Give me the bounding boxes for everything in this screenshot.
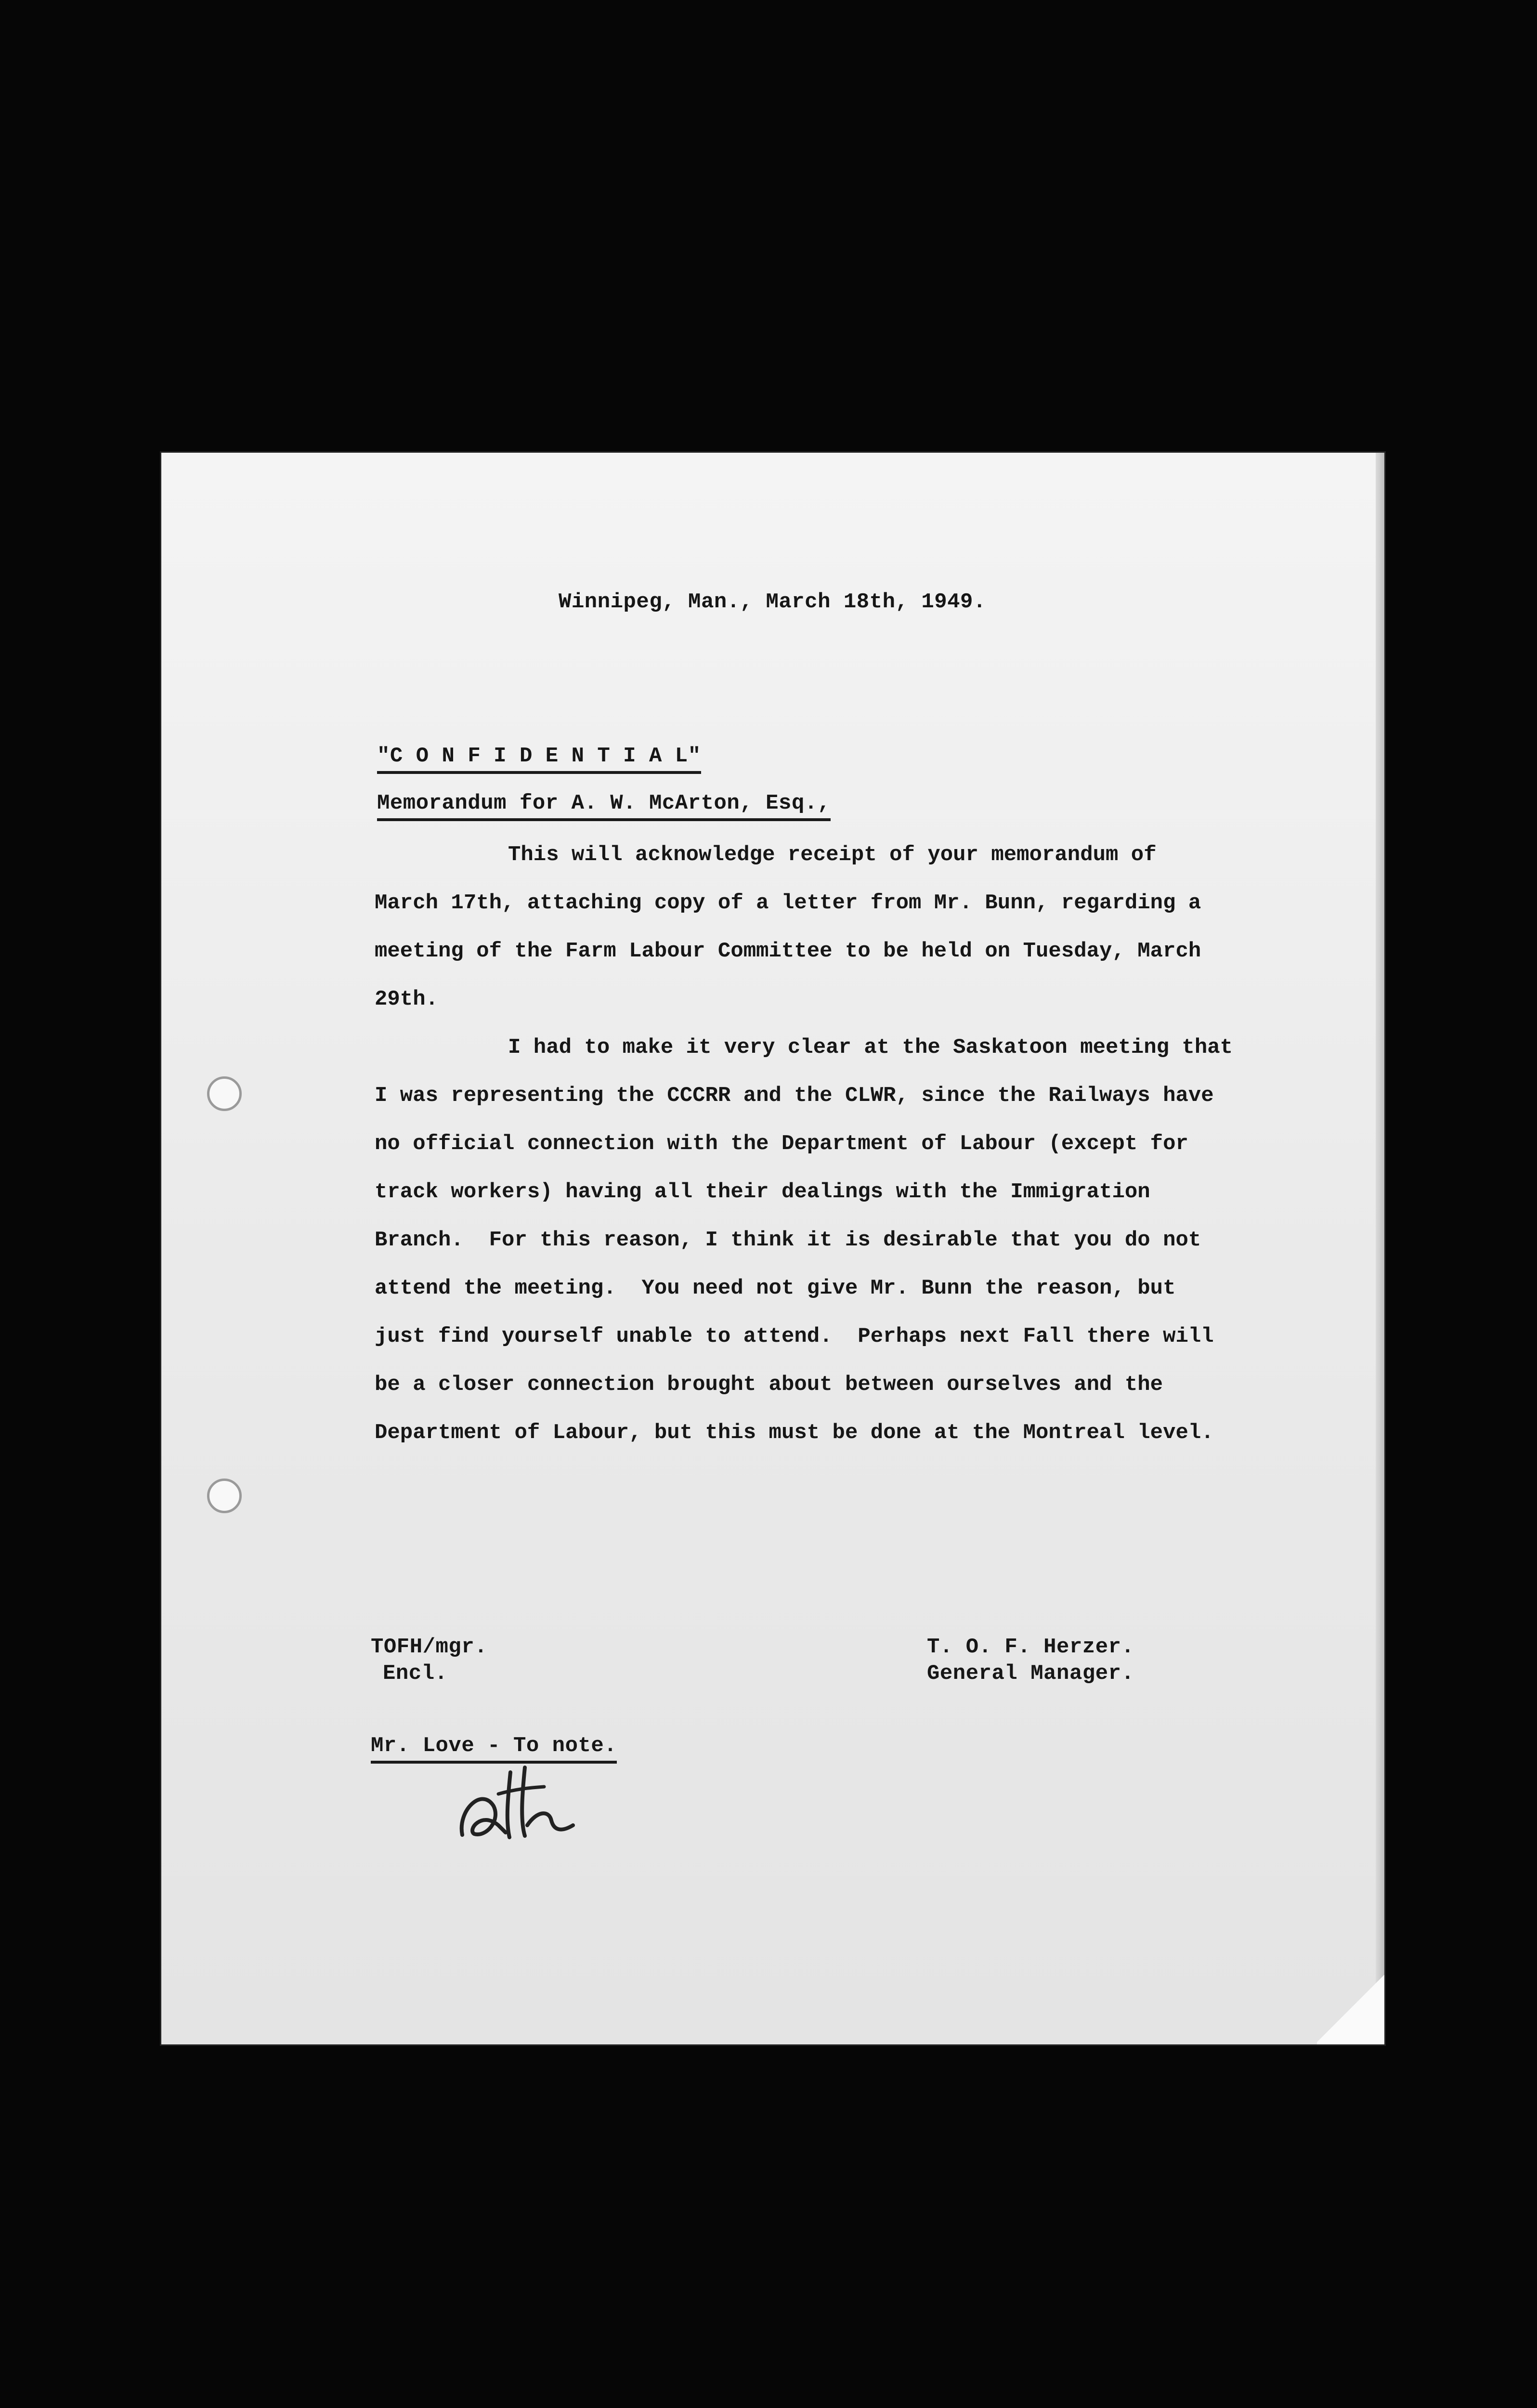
- body-line-1: This will acknowledge receipt of your memorandum of: [508, 843, 1157, 867]
- body-line-2: March 17th, attaching copy of a letter from Mr. Bunn, regarding a: [375, 891, 1201, 915]
- body-line-6: I was representing the CCCRR and the CLWR, since the Railways have: [375, 1084, 1214, 1108]
- body-line-4: 29th.: [375, 987, 439, 1011]
- body-line-7: no official connection with the Department of Labour (except for: [375, 1132, 1188, 1156]
- body-line-9: Branch. For this reason, I think it is desirable that you do not: [375, 1228, 1201, 1252]
- punch-hole-top: [207, 1076, 242, 1111]
- body-line-13: Department of Labour, but this must be done at the Montreal level.: [375, 1421, 1214, 1445]
- letter-page: [161, 453, 1384, 2044]
- page-dog-ear: [1317, 1972, 1384, 2044]
- signatory-title: General Manager.: [927, 1662, 1134, 1686]
- page-edge: [1376, 453, 1384, 2044]
- reference-initials: TOFH/mgr.: [371, 1635, 488, 1659]
- routing-note: Mr. Love - To note.: [371, 1734, 617, 1764]
- body-line-5: I had to make it very clear at the Saskatoon meeting that: [508, 1035, 1233, 1060]
- body-line-11: just find yourself unable to attend. Perhaps next Fall there will: [375, 1324, 1214, 1348]
- dateline: Winnipeg, Man., March 18th, 1949.: [559, 590, 986, 614]
- confidential-heading: "C O N F I D E N T I A L": [377, 744, 701, 774]
- memo-addressee: Memorandum for A. W. McArton, Esq.,: [377, 791, 831, 821]
- handwritten-initials: [453, 1753, 587, 1854]
- enclosure-note: Encl.: [383, 1662, 448, 1686]
- body-line-12: be a closer connection brought about between ourselves and the: [375, 1373, 1163, 1397]
- body-line-8: track workers) having all their dealings with the Immigration: [375, 1180, 1150, 1204]
- signatory-name: T. O. F. Herzer.: [927, 1635, 1134, 1659]
- body-line-3: meeting of the Farm Labour Committee to be held on Tuesday, March: [375, 939, 1201, 963]
- body-line-10: attend the meeting. You need not give Mr. Bunn the reason, but: [375, 1276, 1176, 1300]
- punch-hole-bottom: [207, 1479, 242, 1513]
